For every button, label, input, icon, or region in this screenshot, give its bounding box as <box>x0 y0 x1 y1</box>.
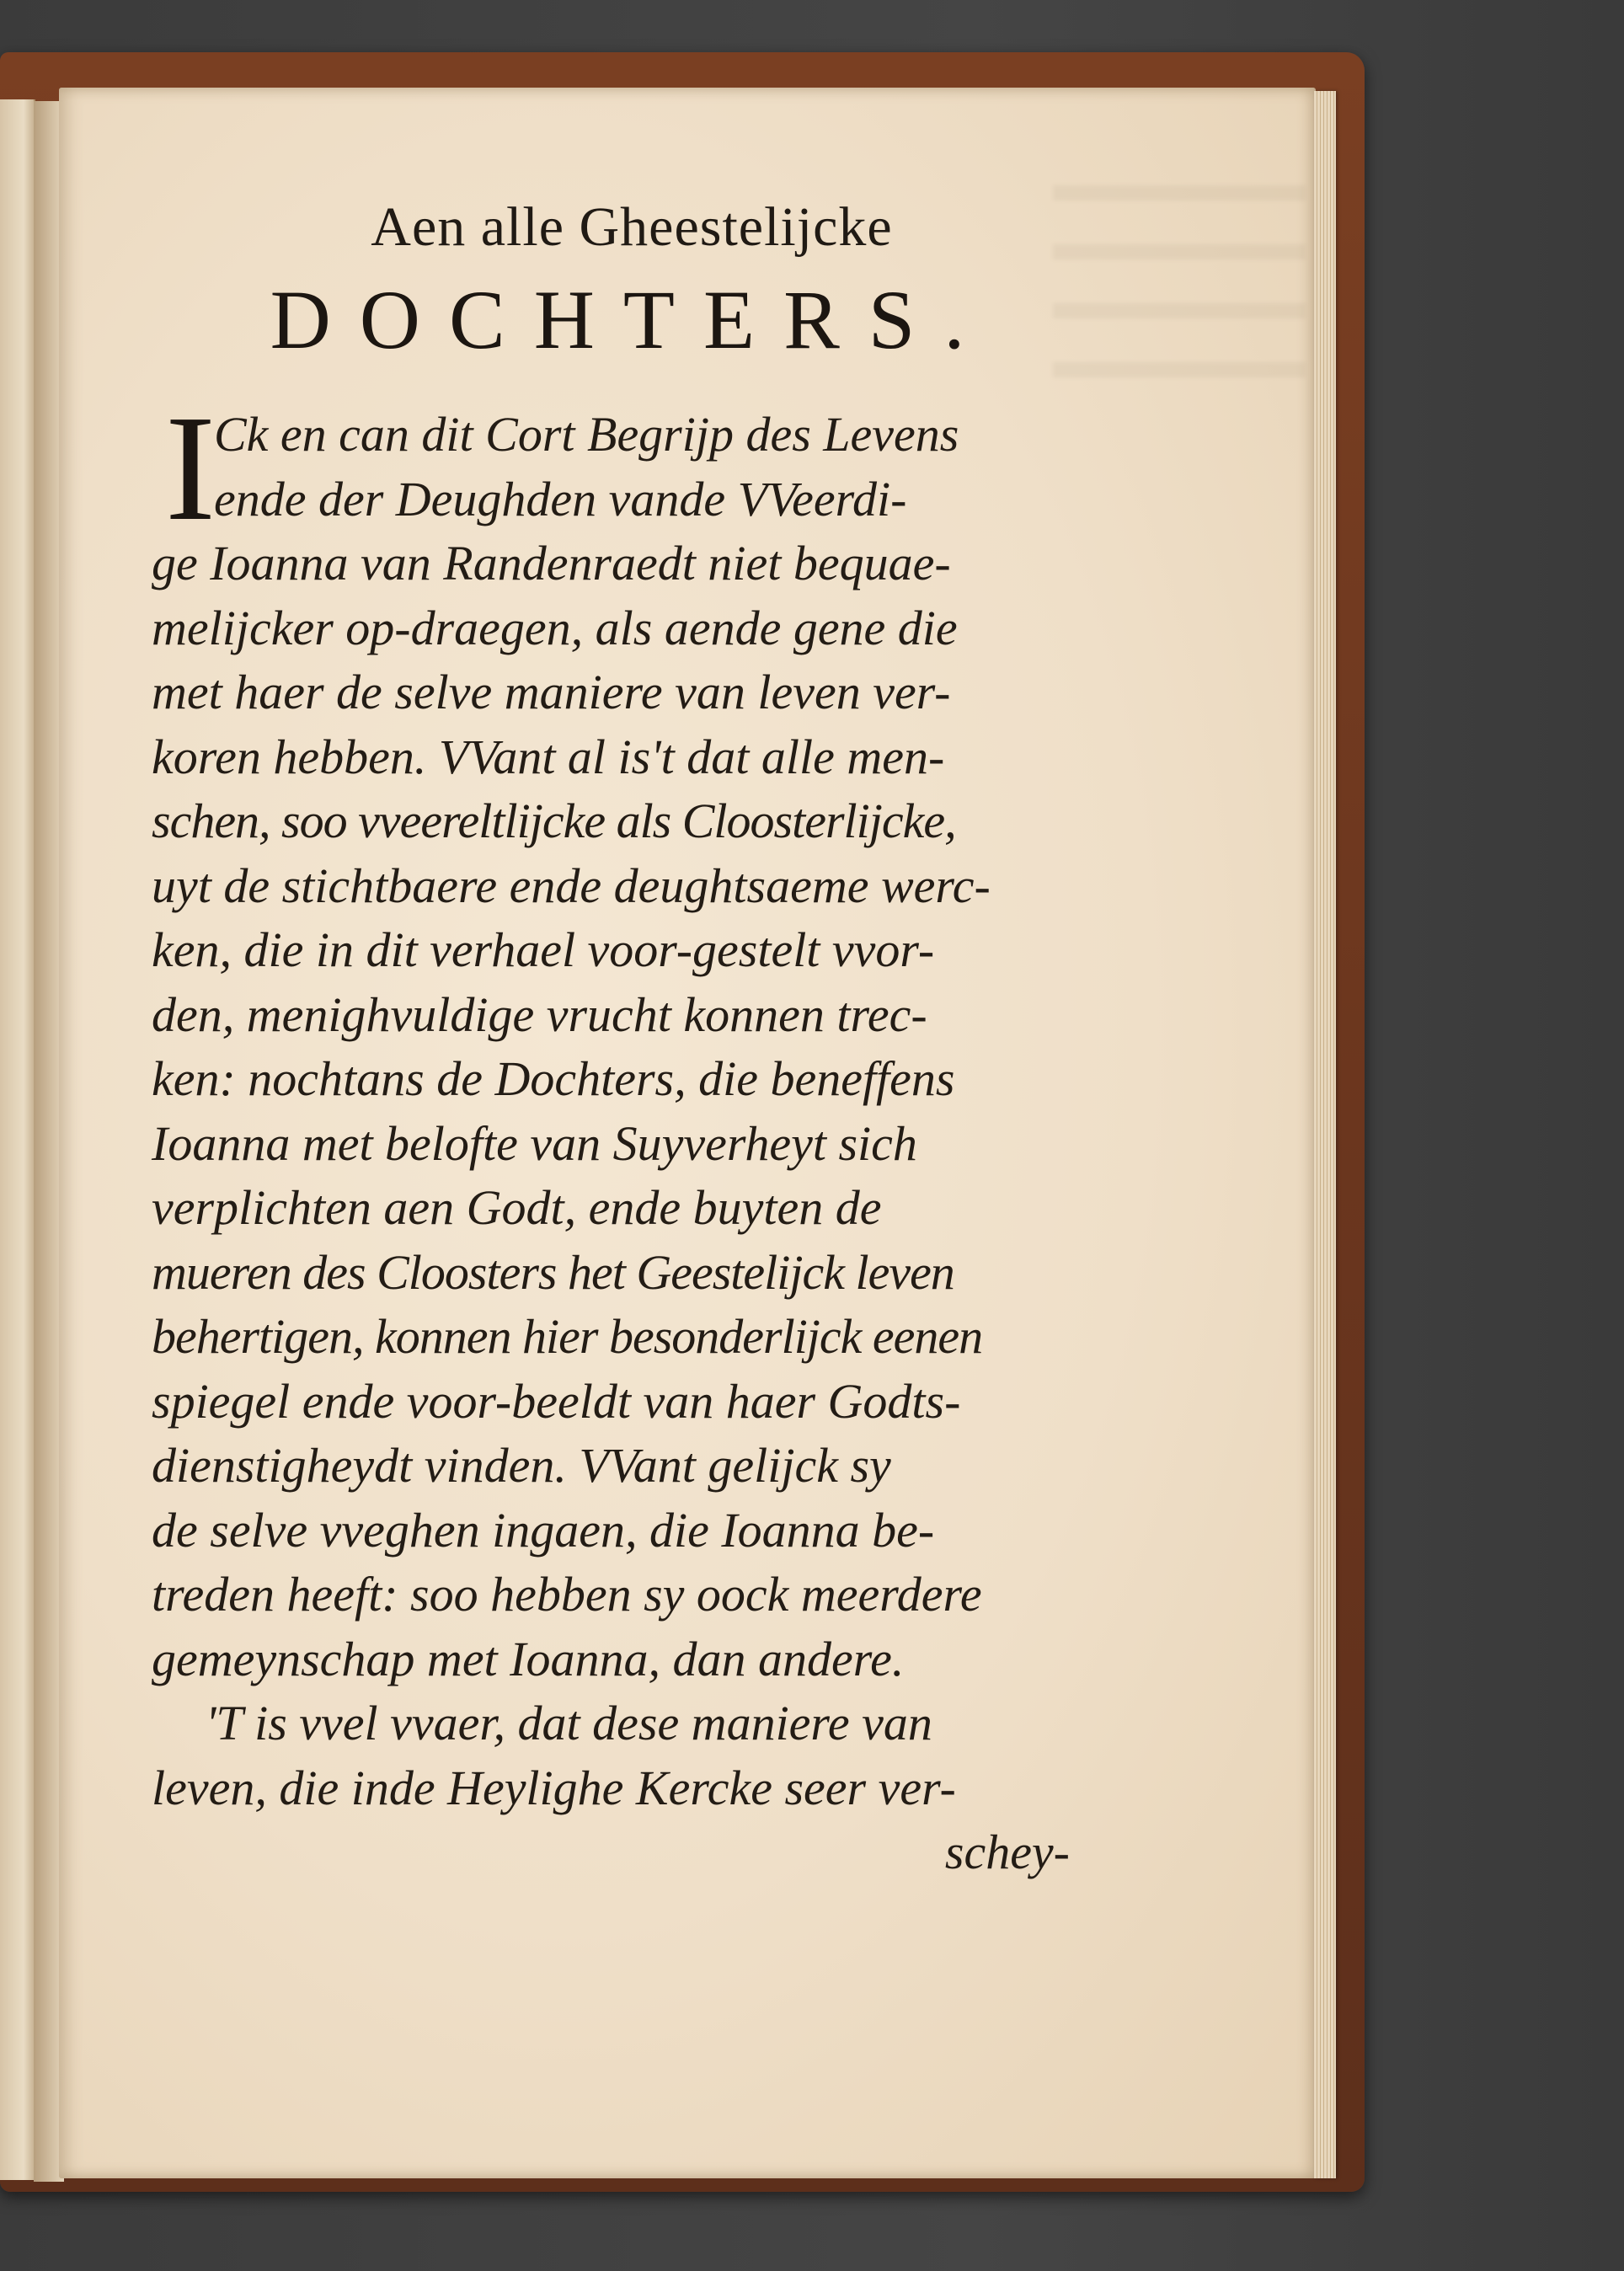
text-line: den, menighvuldige vrucht konnen trec- <box>152 986 927 1042</box>
text-line: uyt de stichtbaere ende deughtsaeme werc- <box>152 858 991 913</box>
text-line: dienstigheydt vinden. VVant gelijck sy <box>152 1438 891 1493</box>
text-line: Ck en can dit Cort Begrijp des Levens <box>214 407 959 462</box>
left-page-edge <box>0 99 35 2180</box>
text-line: ende der Deughden vande VVeerdi- <box>214 471 907 526</box>
text-line: met haer de selve maniere van leven ver- <box>152 665 951 719</box>
text-line: de selve vveghen ingaen, die Ioanna be- <box>152 1502 935 1558</box>
running-head: Aen alle Gheestelijcke <box>371 196 893 258</box>
catchword: schey- <box>944 1825 1070 1879</box>
text-line: schen, soo vveereltlijcke als Cloosterlijcke, <box>152 794 956 848</box>
text-line: treden heeft: soo hebben sy oock meerdere <box>152 1567 982 1622</box>
text-line: koren hebben. VVant al is't dat alle men- <box>152 729 945 784</box>
text-line: 'T is vvel vvaer, dat dese maniere van <box>206 1696 932 1750</box>
text-line: mueren des Cloosters het Geestelijck leven <box>152 1244 954 1300</box>
page-edges <box>1314 91 1336 2178</box>
text-line: Ioanna met belofte van Suyverheyt sich <box>152 1115 917 1171</box>
text-line: melijcker op-draegen, als aende gene die <box>152 600 958 655</box>
text-line: ge Ioanna van Randenraedt niet bequae- <box>152 536 951 590</box>
ink-bleed-through <box>1053 185 1306 387</box>
page-title: DOCHTERS. <box>270 273 994 366</box>
text-line: ken, die in dit verhael voor-gestelt vvor- <box>152 922 935 977</box>
text-line: ken: nochtans de Dochters, die beneffens <box>152 1051 955 1106</box>
text-line: verplichten aen Godt, ende buyten de <box>152 1180 882 1235</box>
text-line: behertigen, konnen hier besonderlijck eenen <box>152 1309 983 1364</box>
text-line: leven, die inde Heylighe Kercke seer ver- <box>152 1760 956 1815</box>
drop-capital: I <box>165 384 216 552</box>
text-line: gemeynschap met Ioanna, dan andere. <box>152 1631 905 1686</box>
text-line: spiegel ende voor-beeldt van haer Godts- <box>152 1373 961 1429</box>
body-text <box>152 384 1087 1885</box>
